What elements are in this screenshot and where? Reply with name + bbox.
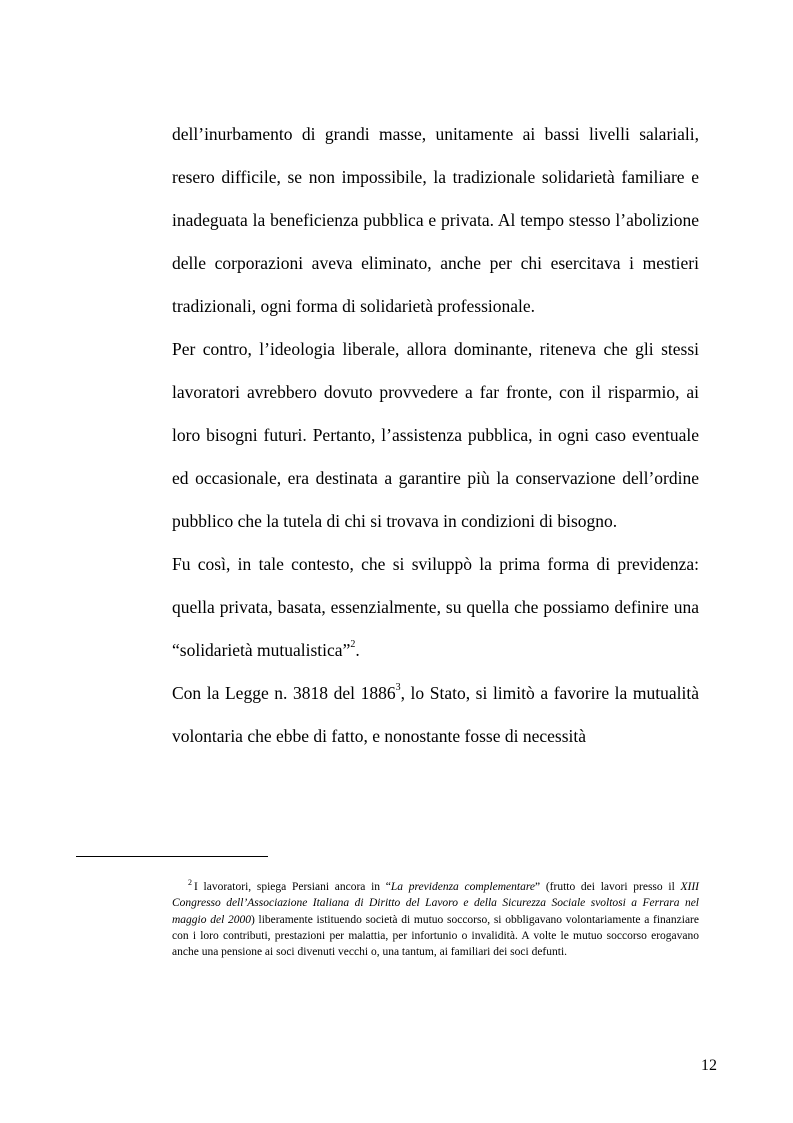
footnote-text-2: ” (frutto dei lavori presso il xyxy=(535,881,681,893)
footnote-title-1: La previdenza complementare xyxy=(390,881,535,893)
paragraph-1: dell’inurbamento di grandi masse, unitamente ai bassi livelli salariali, resero difficile, se non impossibile, la tradizionale solidarietà familiare e inadeguata la beneficienza pubblica e privata. Al tempo stesso l’abolizione delle corporazioni aveva eliminato, anche per chi esercitava i mestieri tradizionali, ogni forma di solidarietà professionale. xyxy=(172,124,699,316)
paragraph-4-rest: , lo Stato, si limitò a favorire la mutualità volontaria che ebbe di fatto, e nonostante fosse di necessità xyxy=(172,683,699,746)
paragraph-3-text: Fu così, in tale contesto, che si sviluppò la prima forma di previdenza: quella privata, basata, essenzialmente, su quella che possiamo definire una “solidarietà mutualistica” xyxy=(172,554,699,660)
footnote-2 xyxy=(172,879,699,960)
page-number: 12 xyxy=(701,1057,717,1074)
footnote-ref-2[interactable]: 2 xyxy=(350,639,356,651)
paragraph-4 xyxy=(172,672,699,758)
footnote-number: 2 xyxy=(188,878,192,888)
paragraph-2: Per contro, l’ideologia liberale, allora dominante, riteneva che gli stessi lavoratori avrebbero dovuto provvedere a far fronte, con il risparmio, ai loro bisogni futuri. Pertanto, l’assistenza pubblica, in ogni caso eventuale ed occasionale, era destinata a garantire più la conservazione dell’ordine pubblico che la tutela di chi si trovava in condizioni di bisogno. xyxy=(172,339,699,531)
footnote-ref-3[interactable]: 3 xyxy=(395,682,401,694)
footnote-text-1: I lavoratori, spiega Persiani ancora in “ xyxy=(194,881,391,893)
paragraph-3 xyxy=(172,543,699,672)
body-text xyxy=(172,113,699,758)
paragraph-3-end: . xyxy=(355,640,360,660)
footnote-title-2: XIII Congresso dell’Associazione Italiana di Diritto del Lavoro e della Sicurezza Sociale svoltosi a Ferrara nel maggio del 2000 xyxy=(172,881,699,926)
footnote-separator xyxy=(76,856,268,857)
paragraph-4-start: Con la Legge n. 3818 del 1886 xyxy=(172,683,396,703)
footnote-text-3: ) liberamente istituendo società di mutuo soccorso, si obbligavano volontariamente a finanziare con i loro contributi, prestazioni per malattia, per infortunio o invalidità. A volte le mutuo soccorso erogavano anche una pensione ai soci divenuti vecchi o, una tantum, ai familiari dei soci defunti. xyxy=(172,913,699,959)
